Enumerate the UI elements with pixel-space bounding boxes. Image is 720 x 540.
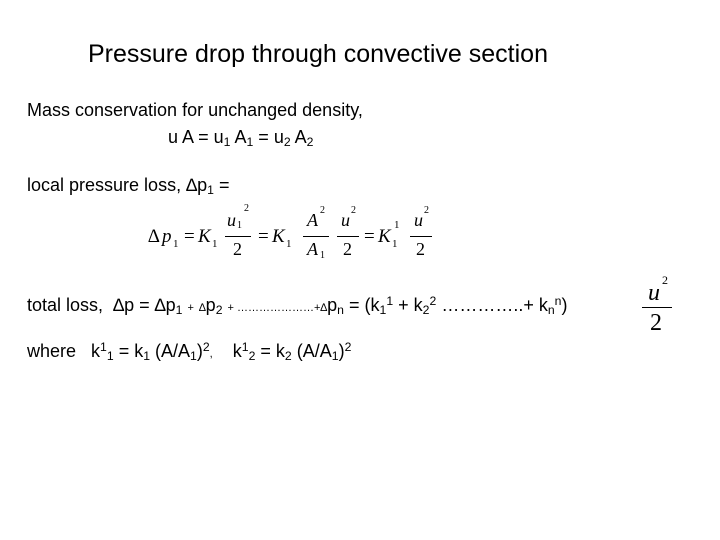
mass-conservation-label: Mass conservation for unchanged density,	[27, 100, 363, 120]
slide-title: Pressure drop through convective section	[88, 40, 548, 68]
local-loss-line: local pressure loss, $\Delta p_1$ =	[27, 175, 230, 198]
total-loss-line: total loss, $\Delta p = \Delta p_1 + \Delta p_2$ + $\dots\dots\dots\dots\dots\dots\dots+\Delta p_n = (k_1^1 + k_2^2$ …………..+ $k_n^n$)	[27, 293, 568, 318]
where-line: where $k^1_1 = k_1$ $(A/A_1)^2$, $k^1_2 = k_2$ $(A/A_1)^2$	[27, 339, 352, 364]
mass-conservation-equation: u $A = u_1$ $A_1 = u_2$ $A_2$	[168, 127, 314, 150]
